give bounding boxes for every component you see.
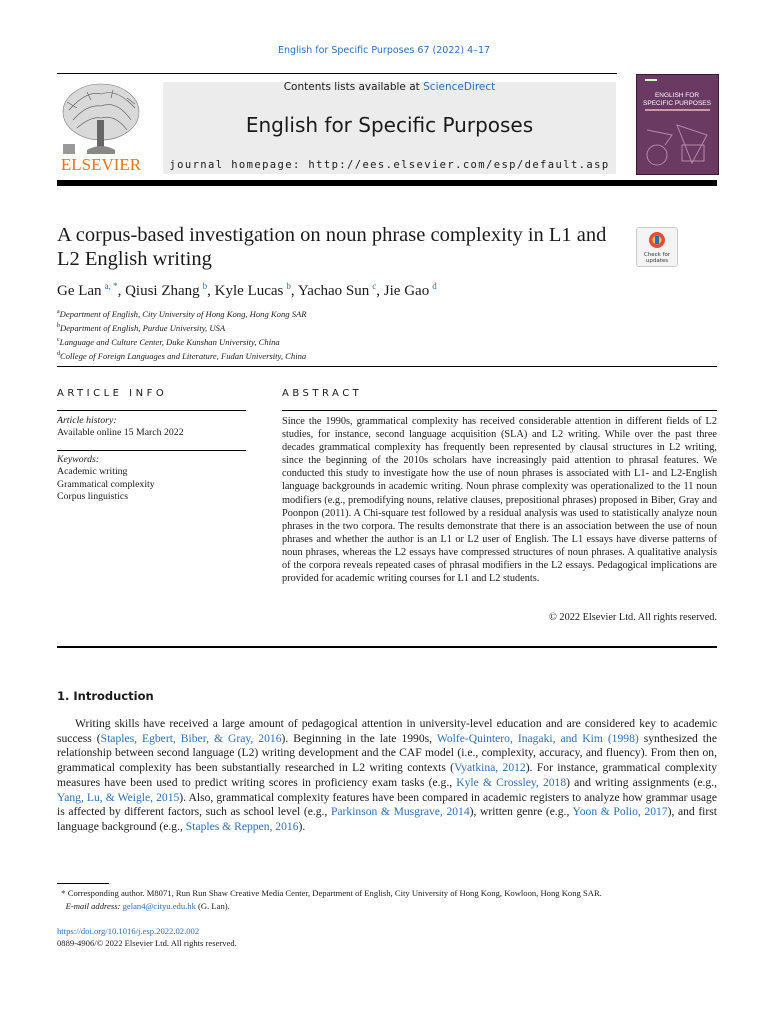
article-history	[57, 415, 246, 440]
author-affil-marker[interactable]: b	[286, 281, 291, 291]
section-rule	[57, 646, 717, 648]
keywords	[57, 454, 246, 503]
affiliation-item: $^b$Department of English, Purdue University, USA	[57, 322, 226, 333]
citation-link[interactable]: Kyle & Crossley, 2018	[456, 775, 567, 789]
elsevier-tree-icon	[57, 80, 145, 172]
citation-link[interactable]: Vyatkina, 2012	[454, 761, 526, 775]
author-name[interactable]: Ge Lan	[57, 283, 102, 299]
journal-cover-image	[636, 74, 719, 175]
svg-text:SPECIFIC PURPOSES: SPECIFIC PURPOSES	[643, 100, 711, 107]
citation-link[interactable]: Wolfe-Quintero, Inagaki, and Kim (1998)	[436, 731, 639, 745]
author-name[interactable]: Yachao Sun	[297, 283, 370, 299]
top-rule	[57, 73, 617, 74]
affiliation-item: $^d$College of Foreign Languages and Literature, Fudan University, China	[57, 350, 307, 361]
info-rule	[57, 410, 246, 411]
footnote-rule	[57, 883, 109, 884]
journal-homepage[interactable]: journal homepage: http://ees.elsevier.com/esp/default.asp	[169, 159, 610, 171]
sciencedirect-link[interactable]: ScienceDirect	[423, 81, 496, 93]
journal-title: English for Specific Purposes	[245, 113, 534, 137]
issn-line: 0889-4906/© 2022 Elsevier Ltd. All rights reserved.	[57, 938, 237, 948]
article-info-label: ARTICLE INFO	[57, 388, 168, 399]
keyword-item: Corpus linguistics	[57, 490, 129, 502]
abstract-copyright: © 2022 Elsevier Ltd. All rights reserved.	[549, 612, 717, 623]
header-thick-rule	[57, 180, 717, 186]
citation-link[interactable]: Yang, Lu, & Weigle, 2015	[57, 790, 180, 804]
svg-text:updates: updates	[645, 258, 669, 264]
affiliation-item: $^c$Language and Culture Center, Duke Kunshan University, China	[57, 336, 280, 347]
author-list: Ge Lan $^{a, *}$, Qiusi Zhang $^b$, Kyle Lucas $^b$, Yachao Sun $^c$, Jie Gao $^d$	[57, 281, 437, 299]
history-value: Available online 15 March 2022	[57, 427, 184, 439]
citation-link[interactable]: Parkinson & Musgrave, 2014	[330, 805, 470, 819]
doi-link[interactable]: https://doi.org/10.1016/j.esp.2022.02.002	[57, 926, 200, 936]
history-label: Article history:	[57, 415, 117, 426]
abstract-label: ABSTRACT	[282, 388, 363, 399]
crossmark-icon	[637, 228, 677, 266]
citation-link[interactable]: Yoon & Polio, 2017	[572, 805, 668, 819]
svg-text:ENGLISH FOR: ENGLISH FOR	[654, 92, 700, 99]
author-affil-marker[interactable]: a, *	[104, 281, 118, 291]
author-name[interactable]: Qiusi Zhang	[125, 283, 200, 299]
author-affil-marker[interactable]: d	[432, 281, 437, 291]
svg-text:ELSEVIER: ELSEVIER	[60, 155, 142, 172]
abstract-rule	[282, 410, 717, 411]
affiliation-item: $^a$Department of English, City University of Hong Kong, Hong Kong SAR	[57, 308, 307, 319]
author-affil-marker[interactable]: c	[372, 281, 377, 291]
author-affil-marker[interactable]: b	[202, 281, 208, 291]
affiliations	[57, 306, 307, 361]
cover-art-icon	[637, 75, 718, 174]
corresponding-author-footnote: * Corresponding author. M8071, Run Run Shaw Creative Media Center, Department of English, City University of Hong Kong, Kowloon, Hong Kong SAR. E-mail address: gelan4@cityu.edu.hk (G. Lan).	[61, 888, 602, 911]
contents-line: Contents lists available at ScienceDirect	[283, 81, 496, 93]
journal-reference[interactable]: English for Specific Purposes 67 (2022) 4–17	[277, 45, 491, 56]
author-name[interactable]: Kyle Lucas	[214, 283, 284, 299]
svg-text:Check for: Check for	[643, 252, 671, 258]
keyword-item: Academic writing	[57, 466, 128, 478]
introduction-paragraph: Writing skills have received a large amount of pedagogical attention in university-level education and are considered key to academic success (Staples, Egbert, Biber, & Gray, 2016). Beginning in the late 1990s, Wolfe-Quintero, Inagaki, and Kim (1998) synthesized the relationship between second language (L2) writing development and the CAF model (i.e., complexity, accuracy, and fluency). From then on, grammatical complexity has been substantially researched in L2 writing contexts (Vyatkina, 2012). For instance, grammatical complexity measures have been used to predict writing scores in proficiency exam tasks (e.g., Kyle & Crossley, 2018) and writing assignments (e.g., Yang, Lu, & Weigle, 2015). Also, grammatical complexity features have been compared in academic registers to analyze how grammar usage is affected by different factors, such as school level (e.g., Parkinson & Musgrave, 2014), written genre (e.g., Yoon & Polio, 2017), and first language background (e.g., Staples & Reppen, 2016).	[57, 717, 718, 833]
info-rule	[57, 450, 246, 451]
check-for-updates-badge[interactable]	[636, 227, 678, 267]
author-name[interactable]: Jie Gao	[383, 283, 430, 299]
section-rule	[57, 366, 717, 367]
citation-link[interactable]: Staples & Reppen, 2016	[185, 819, 299, 833]
email-link[interactable]: gelan4@cityu.edu.hk	[122, 901, 196, 911]
keyword-item: Grammatical complexity	[57, 478, 155, 490]
keywords-label: Keywords:	[57, 454, 100, 465]
abstract-text: Since the 1990s, grammatical complexity has received considerable attention in different fields of L2 studies, for instance, second language acquisition (SLA) and L2 writing. While over the past three decades grammatical complexity has frequently been represented by clausal structures in L2 writing, since the beginning of the 2010s scholars have increasingly paid attention to phrasal features. We conducted this study to investigate how the use of noun phrases is associated with L1- and L2-English language backgrounds in academic writing. Noun phrase complexity was operationalized to the 11 noun modifiers (e.g., premodifying nouns, relative clauses, prepositional phrases) proposed in Biber, Gray and Poonpon (2011). A Chi-square test followed by a residual analysis was used to statistically analyze noun phrases in the two corpora. The results demonstrate that there is an association between the use of noun phrases and whether the author is an L1 or L2 user of English. The L1 essays have diverse patterns of noun phrases, whereas the L2 essays have compressed structures of noun phrases. A qualitative analysis of the corpora reveals repeated cases of phrasal modifiers in the L2 essays. Pedagogical implications are provided for academic writing courses for L1 and L2 students.	[282, 416, 717, 585]
elsevier-logo	[57, 80, 145, 172]
introduction-heading: 1. Introduction	[57, 689, 154, 703]
article-title: A corpus-based investigation on noun phrase complexity in L1 and L2 English writing	[57, 224, 607, 270]
citation-link[interactable]: Staples, Egbert, Biber, & Gray, 2016	[100, 731, 282, 745]
